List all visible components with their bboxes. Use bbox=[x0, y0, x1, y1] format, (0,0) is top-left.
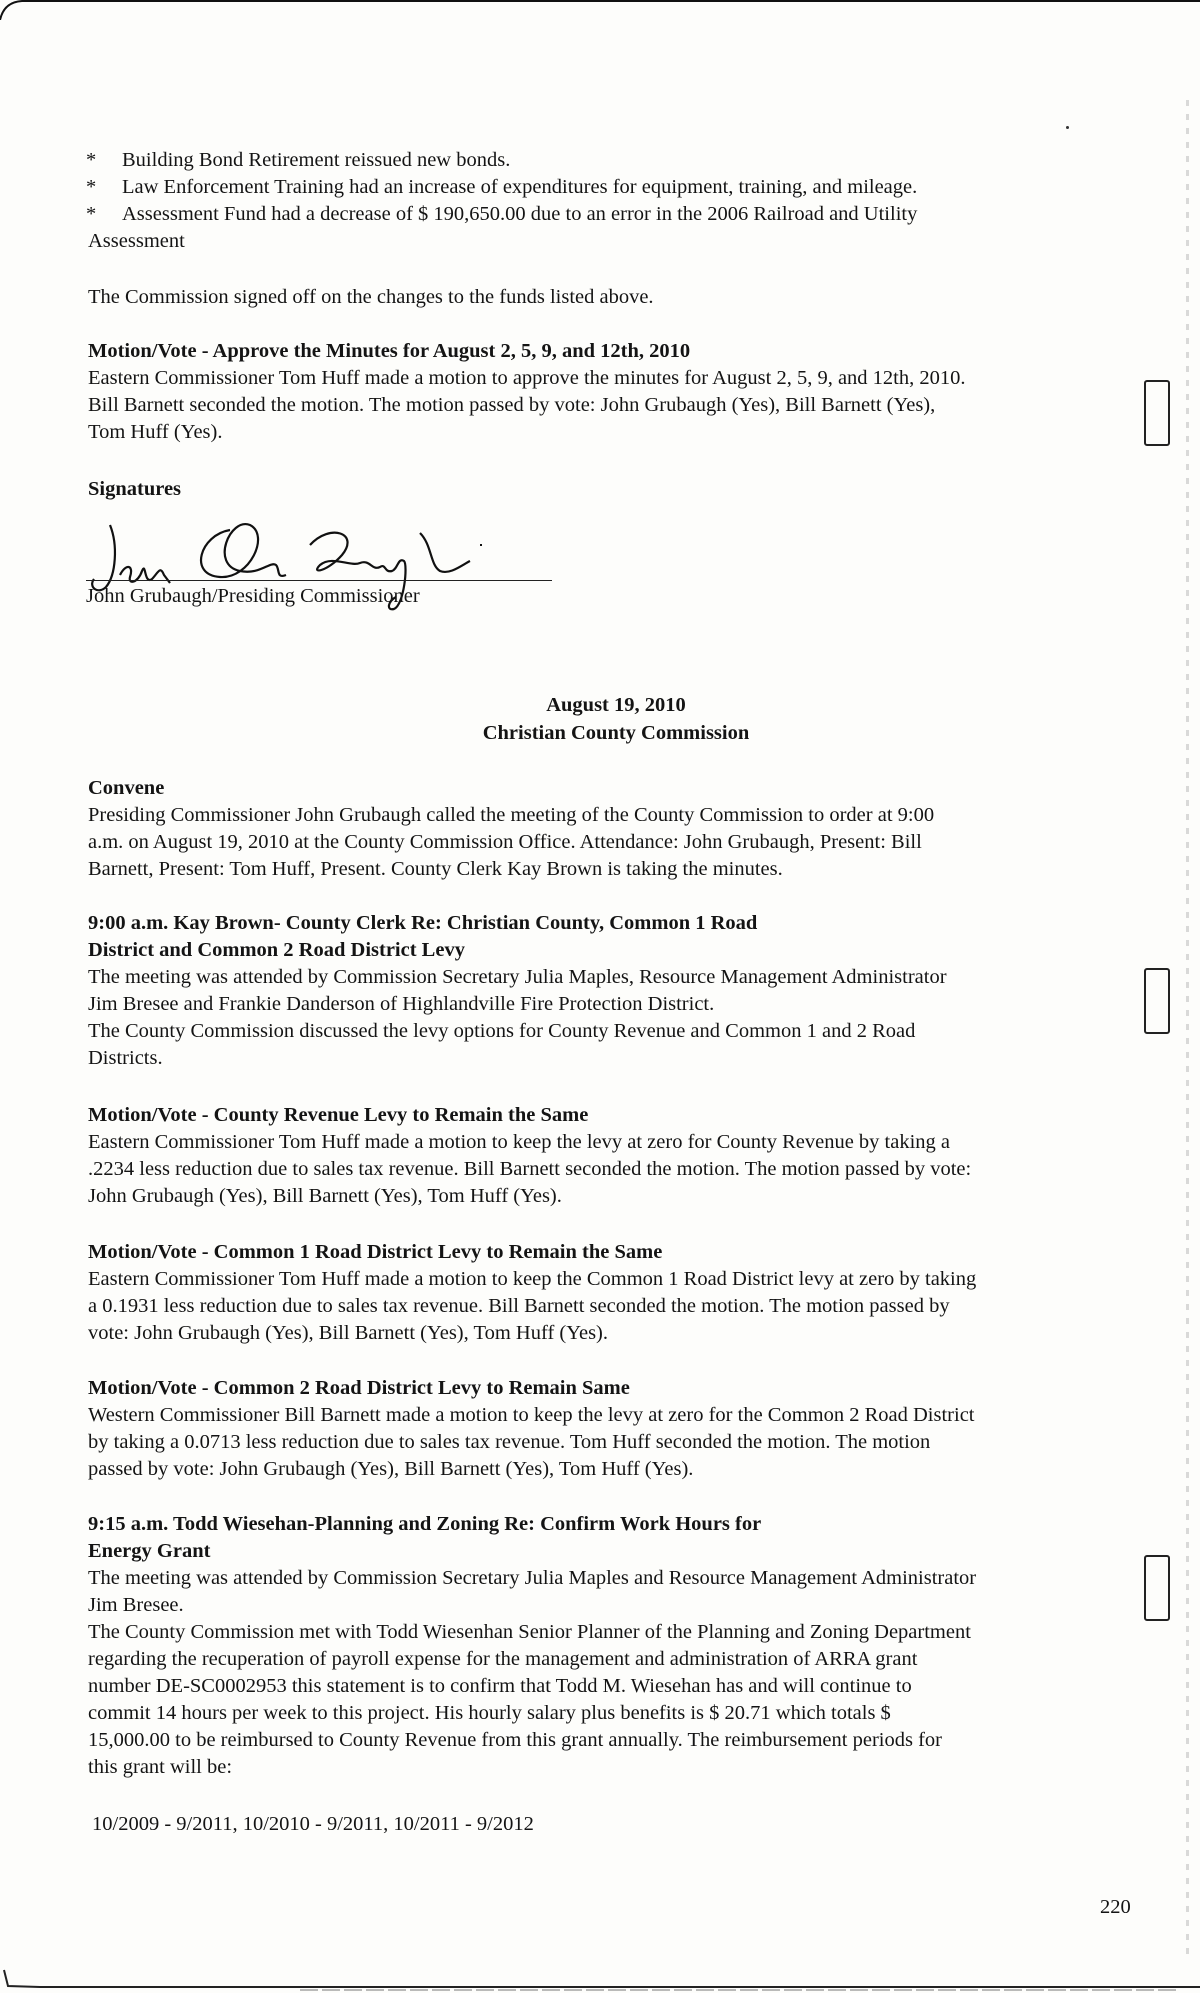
meeting-body: Christian County Commission bbox=[482, 722, 750, 744]
levy-item-line: Districts. bbox=[88, 1047, 163, 1069]
signed-off-text: The Commission signed off on the changes to the funds listed above. bbox=[88, 286, 654, 308]
margin-bracket-mark bbox=[1144, 968, 1170, 1034]
energy-item-line: The meeting was attended by Commission Secretary Julia Maples and Resource Management Administrator bbox=[88, 1567, 977, 1589]
signatures-heading: Signatures bbox=[88, 478, 182, 500]
minutes-motion-line: Eastern Commissioner Tom Huff made a motion to approve the minutes for August 2, 5, 9, and 12th, 2010. bbox=[88, 367, 966, 389]
bullet-item bbox=[86, 201, 917, 228]
bullet-item bbox=[86, 174, 917, 201]
energy-item-heading: Energy Grant bbox=[88, 1540, 211, 1562]
bullet-marker: * bbox=[86, 176, 97, 198]
minutes-motion-line: Bill Barnett seconded the motion. The motion passed by vote: John Grubaugh (Yes), Bill Barnett (Yes), bbox=[88, 394, 936, 416]
bullet-marker: * bbox=[86, 149, 97, 171]
minutes-motion-heading: Motion/Vote - Approve the Minutes for August 2, 5, 9, and 12th, 2010 bbox=[88, 340, 691, 362]
signature-caption: John Grubaugh/Presiding Commissioner bbox=[86, 585, 420, 607]
signature-line bbox=[86, 580, 552, 581]
levy-item-heading: 9:00 a.m. Kay Brown- County Clerk Re: Christian County, Common 1 Road bbox=[88, 912, 758, 934]
levy-item-heading: District and Common 2 Road District Levy bbox=[88, 939, 465, 961]
convene-line: Barnett, Present: Tom Huff, Present. County Clerk Kay Brown is taking the minutes. bbox=[88, 858, 783, 880]
energy-item-line: this grant will be: bbox=[88, 1756, 233, 1778]
margin-bracket-mark bbox=[1144, 1555, 1170, 1621]
margin-bracket-mark bbox=[1144, 380, 1170, 446]
minutes-motion-line: Tom Huff (Yes). bbox=[88, 421, 223, 443]
energy-item-line: Jim Bresee. bbox=[88, 1594, 184, 1616]
bullet-continuation: Assessment bbox=[88, 230, 185, 252]
common1-motion-line: Eastern Commissioner Tom Huff made a motion to keep the Common 1 Road District levy at zero by taking bbox=[88, 1268, 977, 1290]
energy-item-line: number DE-SC0002953 this statement is to confirm that Todd M. Wiesehan has and will continue to bbox=[88, 1675, 912, 1697]
common2-motion-line: Western Commissioner Bill Barnett made a motion to keep the levy at zero for the Common 2 Road District bbox=[88, 1404, 975, 1426]
common2-motion-line: by taking a 0.0713 less reduction due to sales tax revenue. Tom Huff seconded the motion. The motion bbox=[88, 1431, 931, 1453]
levy-item-line: The County Commission discussed the levy options for County Revenue and Common 1 and 2 Road bbox=[88, 1020, 916, 1042]
bullet-text: Law Enforcement Training had an increase of expenditures for equipment, training, and mileage. bbox=[122, 176, 918, 198]
revenue-motion-line: John Grubaugh (Yes), Bill Barnett (Yes), Tom Huff (Yes). bbox=[88, 1185, 562, 1207]
bullet-item bbox=[86, 147, 510, 174]
common1-motion-line: vote: John Grubaugh (Yes), Bill Barnett (Yes), Tom Huff (Yes). bbox=[88, 1322, 608, 1344]
energy-item-line: 15,000.00 to be reimbursed to County Revenue from this grant annually. The reimbursement periods for bbox=[88, 1729, 942, 1751]
bullet-text: Building Bond Retirement reissued new bonds. bbox=[122, 149, 511, 171]
revenue-motion-line: .2234 less reduction due to sales tax revenue. Bill Barnett seconded the motion. The motion passed by vote: bbox=[88, 1158, 972, 1180]
common1-motion-heading: Motion/Vote - Common 1 Road District Levy to Remain the Same bbox=[88, 1241, 663, 1263]
bullet-marker: * bbox=[86, 203, 97, 225]
energy-item-line: regarding the recuperation of payroll expense for the management and administration of ARRA grant bbox=[88, 1648, 918, 1670]
levy-item-line: The meeting was attended by Commission Secretary Julia Maples, Resource Management Administrator bbox=[88, 966, 947, 988]
scan-edge-bottom bbox=[0, 1968, 1200, 1993]
energy-item-heading: 9:15 a.m. Todd Wiesehan-Planning and Zoning Re: Confirm Work Hours for bbox=[88, 1513, 762, 1535]
energy-item-line: commit 14 hours per week to this project. His hourly salary plus benefits is $ 20.71 which totals $ bbox=[88, 1702, 891, 1724]
scan-edge-right bbox=[1186, 100, 1189, 1960]
scan-edge-top bbox=[0, 0, 1200, 20]
scan-speck bbox=[1066, 126, 1069, 129]
reimbursement-periods: 10/2009 - 9/2011, 10/2010 - 9/2011, 10/2011 - 9/2012 bbox=[92, 1813, 534, 1835]
meeting-date: August 19, 2010 bbox=[546, 694, 686, 716]
energy-item-line: The County Commission met with Todd Wiesenhan Senior Planner of the Planning and Zoning Department bbox=[88, 1621, 971, 1643]
revenue-motion-heading: Motion/Vote - County Revenue Levy to Remain the Same bbox=[88, 1104, 589, 1126]
bullet-text: Assessment Fund had a decrease of $ 190,650.00 due to an error in the 2006 Railroad and Utility bbox=[122, 203, 918, 225]
convene-line: a.m. on August 19, 2010 at the County Commission Office. Attendance: John Grubaugh, Present: Bill bbox=[88, 831, 922, 853]
levy-item-line: Jim Bresee and Frankie Danderson of Highlandville Fire Protection District. bbox=[88, 993, 715, 1015]
common2-motion-line: passed by vote: John Grubaugh (Yes), Bill Barnett (Yes), Tom Huff (Yes). bbox=[88, 1458, 694, 1480]
common1-motion-line: a 0.1931 less reduction due to sales tax revenue. Bill Barnett seconded the motion. The motion passed by bbox=[88, 1295, 950, 1317]
convene-heading: Convene bbox=[88, 777, 165, 799]
page-number: 220 bbox=[1100, 1896, 1131, 1918]
revenue-motion-line: Eastern Commissioner Tom Huff made a motion to keep the levy at zero for County Revenue by taking a bbox=[88, 1131, 951, 1153]
common2-motion-heading: Motion/Vote - Common 2 Road District Levy to Remain Same bbox=[88, 1377, 630, 1399]
convene-line: Presiding Commissioner John Grubaugh called the meeting of the County Commission to order at 9:00 bbox=[88, 804, 935, 826]
